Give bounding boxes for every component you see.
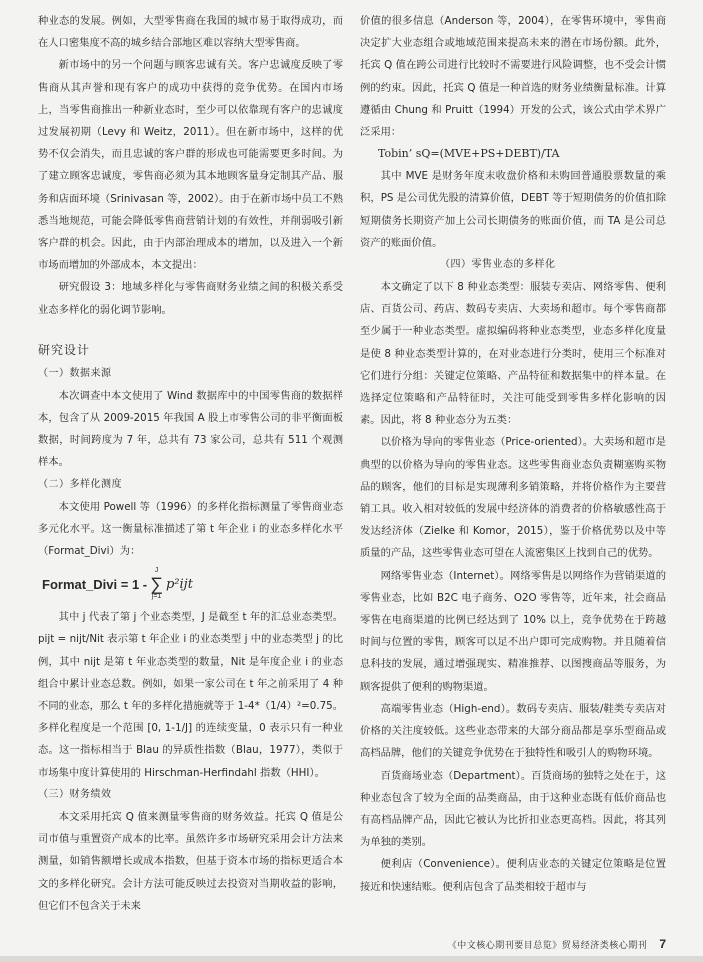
paragraph: 本文确定了以下 8 种业态类型：服装专卖店、网络零售、便利店、百货公司、药店、数码专卖店、大卖场和超市。每个零售商都至少属于一种业态类型。虚拟编码将种业态类型，业态多样化度量是使 8 种业态类型计算的，在对业态进行分类时，使用三个标准对它们进行分组：关键定位策略、产品特征和数据集中的样本量。在选择定位策略和产品特征时，关注可能受到零售多样化影响的因素。因此，将 8 种业态分为五类： bbox=[360, 281, 666, 427]
page-number: 7 bbox=[659, 937, 666, 951]
hypothesis-3: 研究假设 3：地域多样化与零售商财务业绩之间的积极关系受业态多样化的弱化调节影响。 bbox=[38, 281, 343, 316]
subsection-heading: （二）多样化测度 bbox=[38, 478, 122, 490]
page-footer bbox=[360, 937, 666, 951]
paragraph: 本次调查中本文使用了 Wind 数据库中的中国零售商的数据样本，包含了从 2009-2015 年我国 A 股上市零售公司的非平衡面板数据，时间跨度为 7 年，总共有 73 家公司，总共有 511 个观测样本。 bbox=[38, 389, 343, 469]
paragraph: 价值的很多信息（Anderson 等，2004），在零售环境中，零售商决定扩大业态组合或地域范围来提高未来的潜在市场份额。此外，托宾 Q 值在跨公司进行比较时不需要进行风险调整，也不受会计惯例的约束。因此，托宾 Q 值是一种首选的财务业绩衡量标准。计算遵循由 Chung 和 Pruitt（1994）开发的公式，该公式由学术界广泛采用： bbox=[360, 15, 666, 139]
paragraph: 其中 j 代表了第 j 个业态类型，J 是截至 t 年的汇总业态类型。pijt = nijt/Nit 表示第 t 年企业 i 的业态类型 j 中的业态类型 j 的比例，其中 nijt 是第 t 年业态类型的数量，Nit 是年度企业 i 的业态组合中累计业态总数。例如，如果一家公司在 t 年之前采用了 4 种不同的业态，那么 t 年的多样化措施就等于 1-4*（1/4）²=0.75。多样化程度是一个范围 [0, 1-1/J] 的连续变量，0 表示只有一种业态。这一指标相当于 Blau 的异质性指数（Blau，1977），类似于市场集中度计算使用的 Hirschman-Herfindahl 指数（HHI）。 bbox=[38, 611, 343, 779]
paragraph: 种业态的发展。例如，大型零售商在我国的城市易于取得成功，而在人口密集度不高的城乡结合部地区难以容纳大型零售商。 bbox=[38, 15, 343, 50]
sum-lower-limit: j=1 bbox=[151, 593, 162, 601]
paragraph: 新市场中的另一个问题与顾客忠诚有关。客户忠诚度反映了零售商从其声誉和现有客户的成功中获得的竞争优势。在国内市场上，当零售商推出一种新业态时，至少可以依靠现有客户的忠诚度过发展初期（Levy 和 Weitz，2011）。但在新市场中，这样的优势不仅会消失，而且忠诚的客户群的形成也可能需要更多时间。为了建立顾客忠诚度，零售商必须为其本地顾客量身定制其产品、服务和店面环境（Srinivasan 等，2002）。由于在新市场中员工不熟悉当地规范，可能会降低零售商营销计划的有效性，并削弱吸引新客户群的机会。因此，由于内部治理成本的增加，以及进入一个新市场而增加的外部成本，本文提出： bbox=[38, 59, 343, 272]
scan-edge bbox=[0, 956, 703, 962]
format-divi-formula bbox=[38, 562, 343, 606]
sum-upper-limit: J bbox=[154, 567, 159, 575]
formula-term: p²ijt bbox=[165, 576, 193, 592]
subsection-heading: （四）零售业态的多样化 bbox=[440, 259, 556, 271]
subsection-heading: （三）财务绩效 bbox=[38, 788, 112, 800]
summation bbox=[150, 567, 163, 601]
section-heading: 研究设计 bbox=[38, 342, 91, 357]
journal-name: 《中文核心期刊要目总览》贸易经济类核心期刊 bbox=[447, 941, 648, 951]
subsection-heading: （一）数据来源 bbox=[38, 367, 112, 379]
paragraph-convenience: 便利店（Convenience）。便利店业态的关键定位策略是位置接近和快速结账。便利店包含了品类相较于超市与 bbox=[360, 858, 666, 893]
sigma-symbol: ∑ bbox=[150, 574, 163, 595]
paragraph-internet: 网络零售业态（Internet）。网络零售是以网络作为营销渠道的零售业态，比如 B2C 电子商务、O2O 零售等，近年来，社会商品零售在电商渠道的比例已经达到了 10% 以上，竞争优势在于跨越时间与位置的零售，顾客可以足不出户即可完成购物。并且随着信息科技的发展，通过增强现实、精准推荐、以图搜商品等服务，为顾客提供了便利的购物渠道。 bbox=[360, 569, 666, 693]
paragraph-price-oriented: 以价格为导向的零售业态（Price-oriented）。大卖场和超市是典型的以价格为导向的零售业态。这些零售商业态负责糊塞购买物品的顾客，他们的目标是实现薄利多销策略，并将价格作为主要营销工具。收入相对较低的发展中经济体的消费者的价格敏感性高于发达经济体（Zielke 和 Komor，2015），鉴于价格优势以及中等质量的产品，这些零售业态可望在人流密集区上找到自己的优势。 bbox=[360, 436, 666, 560]
paragraph-department: 百货商场业态（Department）。百货商场的独特之处在于，这种业态包含了较为全面的品类商品，由于这种业态既有低价商品也有高档品牌产品，因此它被认为比折扣业态更高档。因此，将其列为单独的类别。 bbox=[360, 769, 666, 849]
paragraph-high-end: 高端零售业态（High-end）。数码专卖店、服装/鞋类专卖店对价格的关注度较低。这些业态带来的大部分商品都是享乐型商品或高档品牌，他们的关键竞争优势在于独特性和吸引人的购物环境。 bbox=[360, 702, 666, 760]
paragraph: 其中 MVE 是财务年度末收盘价格和未购回普通股票数量的乘积，PS 是公司优先股的清算价值，DEBT 等于短期债务的价值扣除短期债务长期资产加上公司长期债务的账面价值，而 TA 是公司总资产的账面价值。 bbox=[360, 170, 666, 249]
left-column bbox=[38, 10, 343, 917]
paragraph: 本文使用 Powell 等（1996）的多样化指标测量了零售商业态多元化水平。这一衡量标准描述了第 t 年企业 i 的业态多样化水平（Format_Divi）为： bbox=[38, 500, 343, 558]
tobin-q-formula: Tobin’ sQ=(MVE+PS+DEBT)/TA bbox=[378, 147, 560, 161]
paragraph: 本文采用托宾 Q 值来测量零售商的财务效益。托宾 Q 值是公司市值与重置资产成本的比率。虽然许多市场研究采用会计方法来测量，如销售额增长或成本指数，但基于资本市场的指标更适合本文的多样化研究。会计方法可能反映过去投资对当期收益的影响，但它们不包含关于未来 bbox=[38, 810, 343, 912]
right-column bbox=[360, 10, 666, 898]
formula-lhs: Format_Divi = 1 - bbox=[42, 576, 148, 592]
